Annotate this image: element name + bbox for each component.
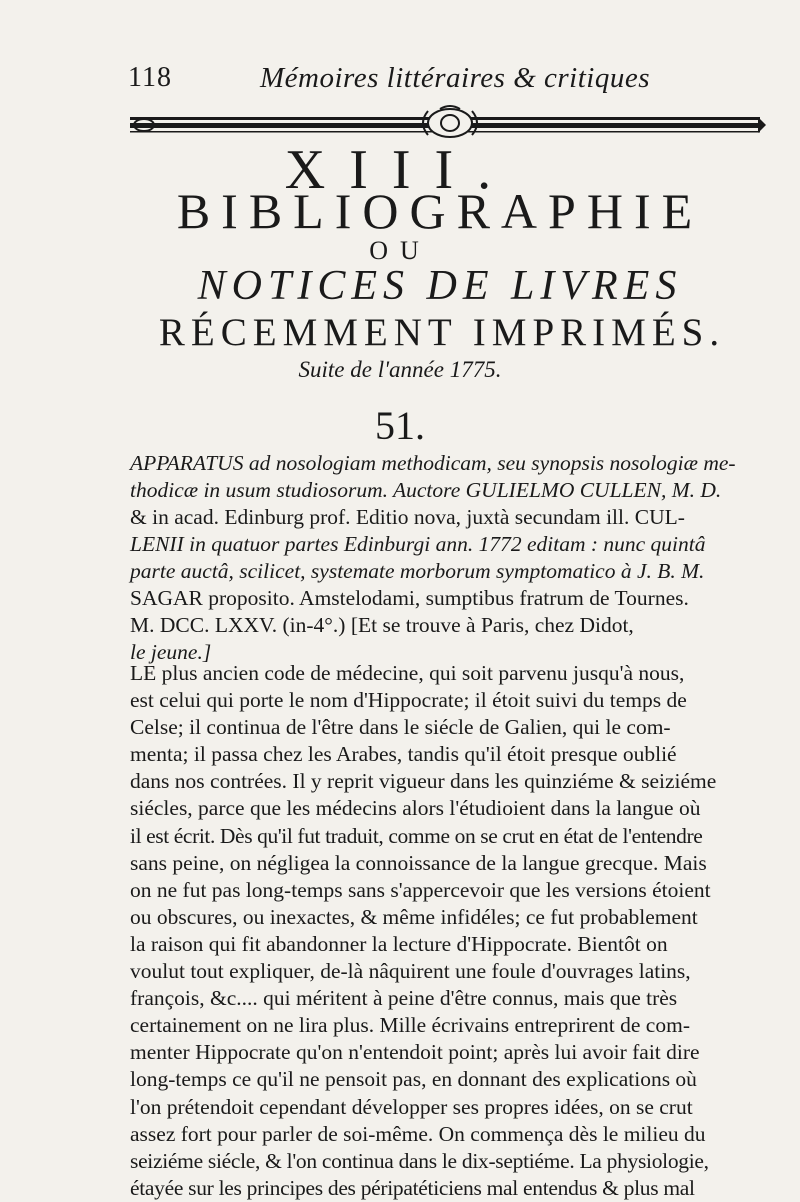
body-line: seiziéme siécle, & l'on continua dans le dix-septiéme. La physiologie, (130, 1148, 709, 1173)
bibliographic-entry (130, 450, 770, 666)
biblio-line: LENII in quatuor partes Edinburgi ann. 1772 editam : nunc quintâ (130, 532, 706, 556)
body-line: voulut tout expliquer, de-là nâquirent une foule d'ouvrages latins, (130, 959, 691, 984)
review-body (130, 660, 770, 1202)
biblio-line: le jeune.] (130, 640, 212, 664)
section-number: XIII. (284, 139, 516, 201)
biblio-line: APPARATUS ad nosologiam methodicam, seu synopsis nosologiæ me- (130, 451, 736, 475)
body-line: menter Hippocrate qu'on n'entendoit point; après lui avoir fait dire (130, 1040, 700, 1065)
body-line: menta; il passa chez les Arabes, tandis qu'il étoit presque oublié (130, 742, 677, 767)
body-line: il est écrit. Dès qu'il fut traduit, comme on se crut en état de l'entendre (130, 823, 703, 848)
body-line: siécles, parce que les médecins alors l'étudioient dans la langue où (130, 796, 701, 821)
biblio-line: & in acad. Edinburg prof. Editio nova, juxtà secundam ill. CUL- (130, 505, 685, 529)
body-line: Celse; il continua de l'être dans le siécle de Galien, qui le com- (130, 715, 671, 740)
body-line: assez fort pour parler de soi-même. On commença dès le milieu du (130, 1121, 706, 1146)
section-title: BIBLIOGRAPHIE (176, 183, 704, 239)
body-line: ou obscures, ou inexactes, & même infidéles; ce fut probablement (130, 904, 698, 929)
body-line: LE plus ancien code de médecine, qui soit parvenu jusqu'à nous, (130, 661, 685, 685)
body-line: dans nos contrées. Il y reprit vigueur dans les quinziéme & seiziéme (130, 769, 717, 794)
page-number: 118 (128, 62, 172, 93)
body-line: étayée sur les principes des péripatéticiens mal entendus & plus mal (130, 1175, 695, 1200)
running-head (128, 62, 730, 102)
body-line: sans peine, on négligea la connoissance de la langue grecque. Mais (130, 850, 707, 875)
biblio-line: SAGAR proposito. Amstelodami, sumptibus fratrum de Tournes. (130, 586, 689, 610)
body-line: long-temps ce qu'il ne pensoit pas, en donnant des explications où (130, 1067, 697, 1092)
ornament-rule (128, 103, 768, 143)
running-title: Mémoires littéraires & critiques (260, 62, 650, 94)
biblio-line: thodicæ in usum studiosorum. Auctore GULIELMO CULLEN, M. D. (130, 478, 722, 502)
title-conjunction: OU (369, 236, 431, 265)
body-line: est celui qui porte le nom d'Hippocrate; il étoit suivi du temps de (130, 688, 687, 713)
entry-number: 51. (375, 403, 425, 448)
subtitle-line-2: RÉCEMMENT IMPRIMÉS. (158, 311, 726, 354)
body-line: la raison qui fit abandonner la lecture d'Hippocrate. Bientôt on (130, 931, 668, 956)
body-line: certainement on ne lira plus. Mille écrivains entreprirent de com- (130, 1013, 690, 1038)
biblio-line: parte auctâ, scilicet, systemate morborum symptomatico à J. B. M. (130, 559, 705, 583)
biblio-line: M. DCC. LXXV. (in-4°.) [Et se trouve à Paris, chez Didot, (130, 613, 634, 637)
body-line: l'on prétendoit cependant développer ses propres idées, on se crut (130, 1094, 693, 1119)
body-line: on ne fut pas long-temps sans s'appercevoir que les versions étoient (130, 877, 711, 902)
body-line: françois, &c.... qui méritent à peine d'être connus, mais que très (130, 986, 678, 1011)
year-line: Suite de l'année 1775. (298, 357, 502, 382)
subtitle-line-1: NOTICES DE LIVRES (197, 263, 683, 309)
